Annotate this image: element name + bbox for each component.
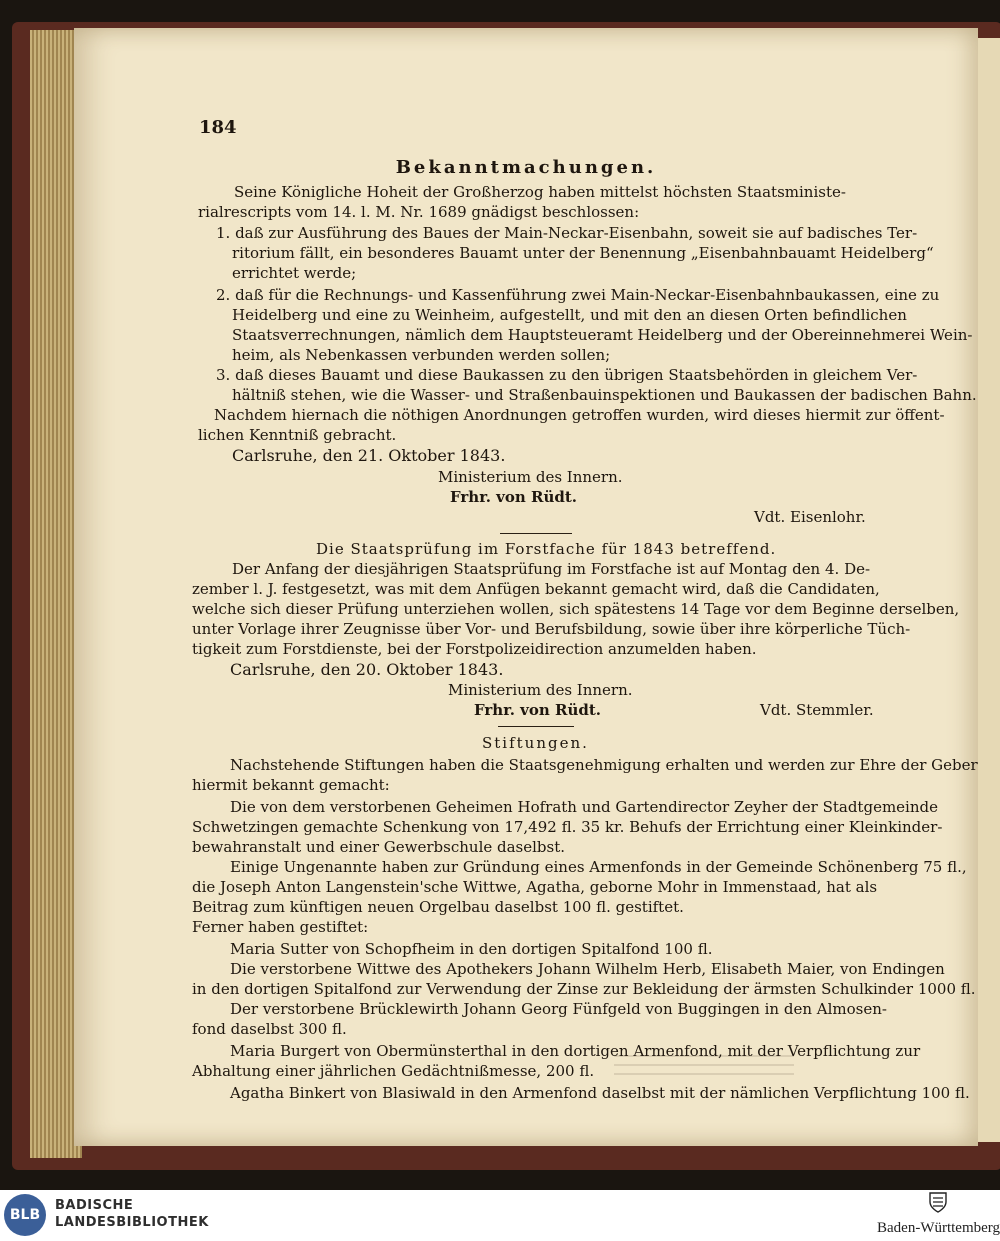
text-line: Die von dem verstorbenen Geheimen Hofrath und Gartendirector Zeyher der Stadtgemeinde bbox=[230, 798, 938, 816]
text-line: in den dortigen Spitalfond zur Verwendung der Zinse zur Bekleidung der ärmsten Schulkinder 1000 fl. bbox=[192, 980, 976, 998]
section-title: Stiftungen. bbox=[482, 734, 589, 752]
text-line: Der Anfang der diesjährigen Staatsprüfung im Forstfache ist auf Montag den 4. De- bbox=[232, 560, 871, 578]
text-line: Die verstorbene Wittwe des Apothekers Johann Wilhelm Herb, Elisabeth Maier, von Endingen bbox=[230, 960, 945, 978]
text-line: ritorium fällt, ein besonderes Bauamt unter der Benennung „Eisenbahnbauamt Heidelberg“ bbox=[232, 244, 934, 262]
text-line: Staatsverrechnungen, nämlich dem Hauptsteueramt Heidelberg und der Obereinnehmerei Wein- bbox=[232, 326, 973, 344]
text-line: die Joseph Anton Langenstein'sche Wittwe, Agatha, geborne Mohr in Immenstaad, hat als bbox=[192, 878, 878, 896]
text-line: 1. daß zur Ausführung des Baues der Main-Neckar-Eisenbahn, soweit sie auf badisches Ter- bbox=[216, 224, 918, 242]
text-line: heim, als Nebenkassen verbunden werden sollen; bbox=[232, 346, 611, 364]
show-through-text bbox=[614, 1048, 794, 1090]
signer-name: Frhr. von Rüdt. bbox=[450, 488, 578, 506]
text-line: 3. daß dieses Bauamt und diese Baukassen zu den übrigen Staatsbehörden in gleichem Ver- bbox=[216, 366, 918, 384]
ministry-name: Ministerium des Innern. bbox=[438, 468, 623, 486]
text-line: lichen Kenntniß gebracht. bbox=[198, 426, 397, 444]
text-line: bewahranstalt und einer Gewerbschule daselbst. bbox=[192, 838, 566, 856]
text-line: fond daselbst 300 fl. bbox=[192, 1020, 347, 1038]
blb-logo: BLB bbox=[4, 1194, 46, 1236]
text-line: Schwetzingen gemachte Schenkung von 17,492 fl. 35 kr. Behufs der Errichtung einer Kleinkinder- bbox=[192, 818, 943, 836]
text-line: Agatha Binkert von Blasiwald in den Armenfond daselbst mit der nämlichen Verpflichtung 100 fl. bbox=[230, 1084, 970, 1102]
next-page-edge bbox=[976, 38, 1000, 1142]
text-line: tigkeit zum Forstdienste, bei der Forstpolizeidirection anzumelden haben. bbox=[192, 640, 757, 658]
text-line: unter Vorlage ihrer Zeugnisse über Vor- und Berufsbildung, sowie über ihre körperliche Tüch- bbox=[192, 620, 911, 638]
state-crest-icon bbox=[928, 1191, 948, 1213]
text-line: Beitrag zum künftigen neuen Orgelbau daselbst 100 fl. gestiftet. bbox=[192, 898, 684, 916]
page-heading: Bekanntmachungen. bbox=[395, 157, 657, 178]
text-line: Einige Ungenannte haben zur Gründung eines Armenfonds in der Gemeinde Schönenberg 75 fl., bbox=[230, 858, 967, 876]
section-title: Die Staatsprüfung im Forstfache für 1843 betreffend. bbox=[316, 540, 777, 558]
text-line: rialrescripts vom 14. l. M. Nr. 1689 gnädigst beschlossen: bbox=[198, 203, 640, 221]
text-line: Abhaltung einer jährlichen Gedächtnißmesse, 200 fl. bbox=[192, 1062, 595, 1080]
text-line: 2. daß für die Rechnungs- und Kassenführung zwei Main-Neckar-Eisenbahnbaukassen, eine zu bbox=[216, 286, 940, 304]
place-date: Carlsruhe, den 21. Oktober 1843. bbox=[232, 446, 506, 465]
countersign: Vdt. Stemmler. bbox=[760, 701, 874, 719]
text-line: Maria Burgert von Obermünsterthal in den dortigen Armenfond, mit der Verpflichtung zur bbox=[230, 1042, 921, 1060]
text-line: welche sich dieser Prüfung unterziehen wollen, sich spätestens 14 Tage vor dem Beginne derselben, bbox=[192, 600, 960, 618]
text-line: errichtet werde; bbox=[232, 264, 357, 282]
signer-name: Frhr. von Rüdt. bbox=[474, 701, 602, 719]
text-line: Seine Königliche Hoheit der Großherzog haben mittelst höchsten Staatsministe- bbox=[234, 183, 846, 201]
text-line: Nachstehende Stiftungen haben die Staatsgenehmigung erhalten und werden zur Ehre der Geber bbox=[230, 756, 978, 774]
divider-line bbox=[500, 533, 572, 534]
library-name-line1: BADISCHE bbox=[55, 1198, 134, 1213]
divider-line bbox=[498, 726, 574, 727]
text-line: hiermit bekannt gemacht: bbox=[192, 776, 390, 794]
state-name: Baden-Württemberg bbox=[877, 1220, 1000, 1236]
page-number: 184 bbox=[199, 117, 237, 138]
text-line: zember l. J. festgesetzt, was mit dem Anfügen bekannt gemacht wird, daß die Candidaten, bbox=[192, 580, 880, 598]
text-line: Der verstorbene Brücklewirth Johann Georg Fünfgeld von Buggingen in den Almosen- bbox=[230, 1000, 887, 1018]
document-page bbox=[74, 28, 978, 1146]
text-line: Nachdem hiernach die nöthigen Anordnungen getroffen wurden, wird dieses hiermit zur öffent- bbox=[214, 406, 945, 424]
text-line: Heidelberg und eine zu Weinheim, aufgestellt, und mit den an diesen Orten befindlichen bbox=[232, 306, 907, 324]
ministry-name: Ministerium des Innern. bbox=[448, 681, 633, 699]
text-line: hältniß stehen, wie die Wasser- und Straßenbauinspektionen und Baukassen der badischen Bahn. bbox=[232, 386, 977, 404]
text-line: Ferner haben gestiftet: bbox=[192, 918, 369, 936]
place-date: Carlsruhe, den 20. Oktober 1843. bbox=[230, 660, 504, 679]
text-line: Maria Sutter von Schopfheim in den dortigen Spitalfond 100 fl. bbox=[230, 940, 713, 958]
countersign: Vdt. Eisenlohr. bbox=[754, 508, 866, 526]
library-name-line2: LANDESBIBLIOTHEK bbox=[55, 1215, 209, 1230]
